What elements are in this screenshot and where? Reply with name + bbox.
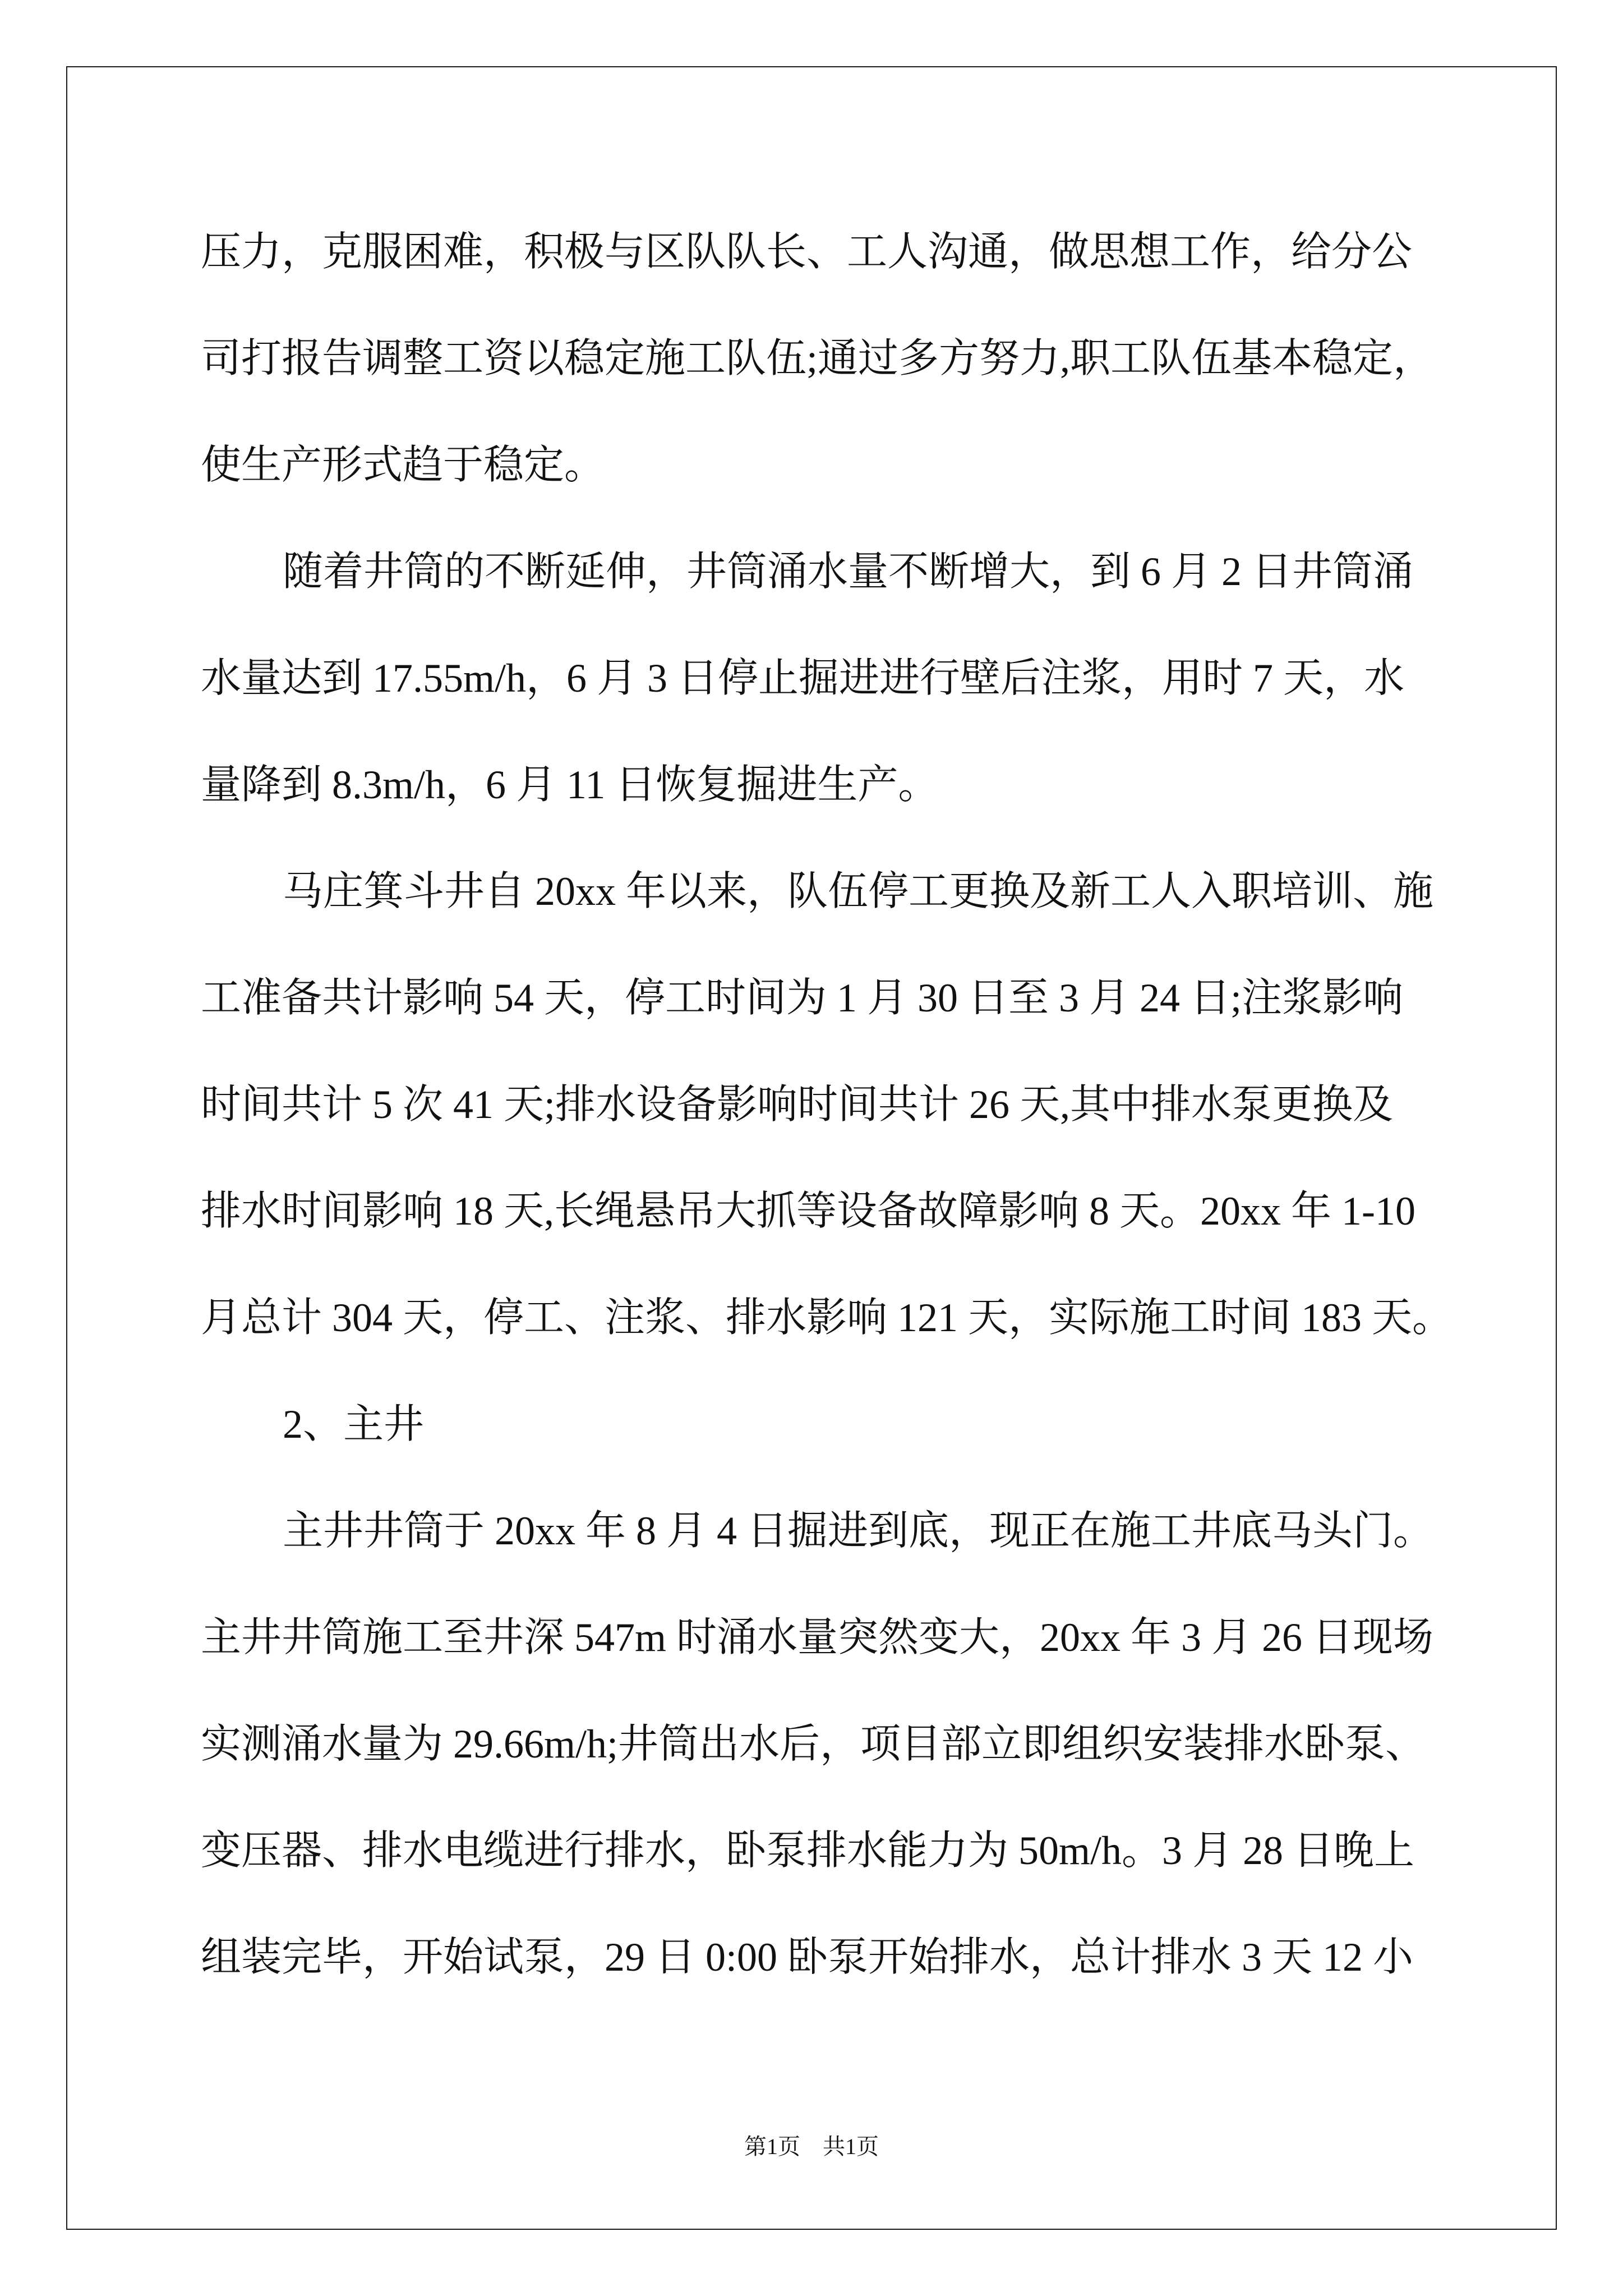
total-page-count: 共1页: [823, 2134, 879, 2159]
paragraph-line: 月总计 304 天，停工、注浆、排水影响 121 天，实际施工时间 183 天。: [201, 1295, 1453, 1340]
paragraph-line: 排水时间影响 18 天,长绳悬吊大抓等设备故障影响 8 天。20xx 年 1-10: [201, 1189, 1415, 1234]
paragraph-line: 使生产形式趋于稳定。: [201, 443, 605, 487]
page-footer: [0, 2132, 1623, 2162]
document-body: [201, 199, 1502, 2010]
paragraph-line: 主井井筒于 20xx 年 8 月 4 日掘进到底，现正在施工井底马头门。: [283, 1508, 1434, 1553]
paragraph-line: 随着井筒的不断延伸，井筒涌水量不断增大，到 6 月 2 日井筒涌: [283, 549, 1414, 594]
paragraph-line: 变压器、排水电缆进行排水，卧泵排水能力为 50m/h。3 月 28 日晚上: [201, 1828, 1415, 1873]
paragraph-line: 量降到 8.3m/h，6 月 11 日恢复掘进生产。: [201, 762, 939, 807]
paragraph-line: 实测涌水量为 29.66m/h;井筒出水后，项目部立即组织安装排水卧泵、: [201, 1722, 1426, 1766]
current-page-number: 第1页: [744, 2134, 800, 2159]
paragraph-line: 时间共计 5 次 41 天;排水设备影响时间共计 26 天,其中排水泵更换及: [201, 1082, 1394, 1127]
paragraph-line: 工准备共计影响 54 天，停工时间为 1 月 30 日至 3 月 24 日;注浆影响: [201, 976, 1404, 1020]
paragraph-line: 马庄箕斗井自 20xx 年以来，队伍停工更换及新工人入职培训、施: [283, 869, 1434, 914]
paragraph-line: 组装完毕，开始试泵，29 日 0:00 卧泵开始排水，总计排水 3 天 12 小: [201, 1935, 1414, 1980]
paragraph-line: 司打报告调整工资以稳定施工队伍;通过多方努力,职工队伍基本稳定，: [201, 336, 1434, 381]
paragraph-line: 水量达到 17.55m/h，6 月 3 日停止掘进进行壁后注浆，用时 7 天，水: [201, 656, 1405, 701]
paragraph-line: 压力，克服困难，积极与区队队长、工人沟通，做思想工作，给分公: [201, 229, 1413, 274]
section-heading: 2、主井: [283, 1402, 425, 1447]
paragraph-line: 主井井筒施工至井深 547m 时涌水量突然变大，20xx 年 3 月 26 日现场: [201, 1615, 1434, 1660]
